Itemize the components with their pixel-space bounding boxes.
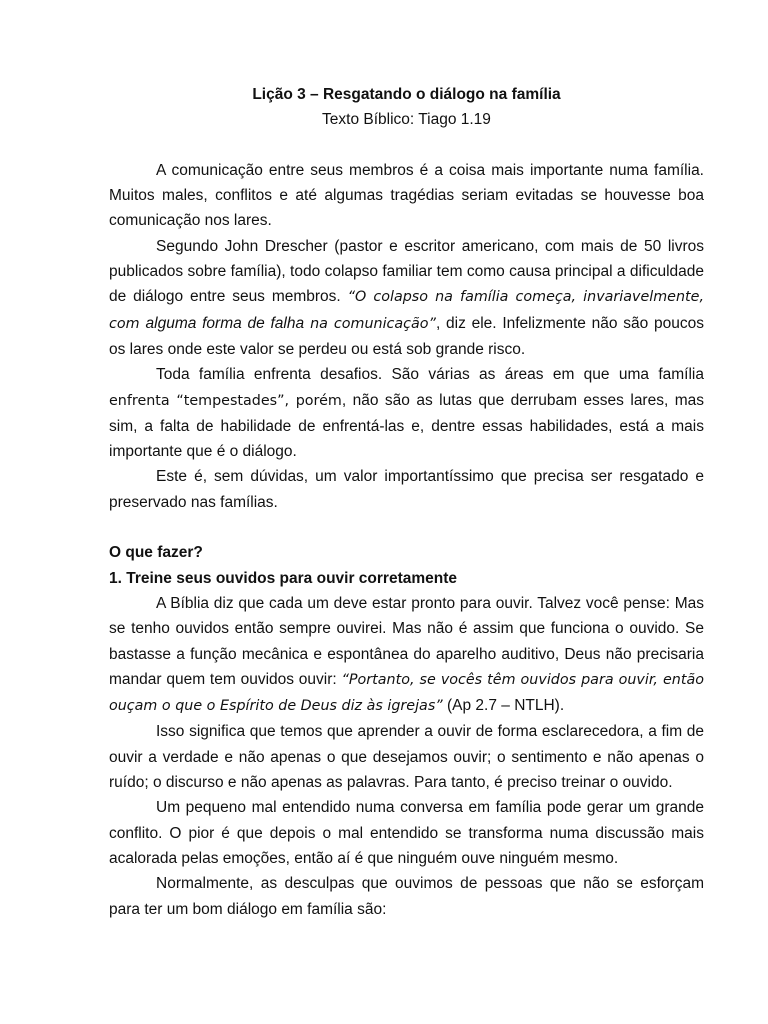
- lesson-title: Lição 3 – Resgatando o diálogo na família: [252, 86, 561, 103]
- drescher-quote-part-1: “O colapso na família começa, invariavelmente, com: [109, 289, 704, 332]
- paragraph-drescher-tail: , diz ele. Infelizmente não são poucos os lares onde este valor se perdeu ou está sob grande risco.: [109, 314, 704, 358]
- paragraph-excuses: Normalmente, as desculpas que ouvimos de pessoas que não se esforçam para ter um bom diálogo em família são:: [109, 875, 704, 918]
- paragraph-value: Este é, sem dúvidas, um valor importantíssimo que precisa ser resgatado e preservado nas famílias.: [109, 468, 704, 511]
- paragraph-listen: [109, 591, 704, 719]
- paragraph-challenges-tail: , não são as lutas que derrubam esses lares, mas sim, a falta de habilidade de enfrentá-las e, dentre essas habilidades, está a mais importante que é o diálogo.: [109, 391, 704, 461]
- revelation-quote: “Portanto, se vocês têm ouvidos para ouvir, então ouçam o que o Espírito de Deus diz às igrejas”: [109, 671, 704, 715]
- spacer: [109, 133, 704, 158]
- paragraph-drescher: [109, 234, 704, 362]
- paragraph-meaning: Isso significa que temos que aprender a ouvir de forma esclarecedora, a fim de ouvir a verdade e não apenas o que desejamos ouvir; o sentimento e não apenas o ruído; o discurso e não apenas as palavras. Para tanto, é preciso treinar o ouvido.: [109, 723, 704, 792]
- drescher-quote-part-2: alguma forma de falha: [145, 314, 305, 332]
- paragraph-drescher-text: Segundo John Drescher (pastor e escritor americano, com mais de 50 livros publicados sobre família), todo colapso familiar tem como causa principal a dificuldade de diálogo entre seus membros.: [109, 237, 704, 306]
- paragraph-misunderstanding: Um pequeno mal entendido numa conversa em família pode gerar um grande conflito. O pior é que depois o mal entendido se transforma numa discussão mais acalorada pelas emoções, então aí é que ninguém ouve ninguém mesmo.: [109, 799, 704, 867]
- section-heading: O que fazer?: [109, 544, 203, 562]
- document-body: [109, 82, 704, 922]
- paragraph-intro: A comunicação entre seus membros é a coisa mais importante numa família. Muitos males, conflitos e até algumas tragédias seriam evitadas se houvesse boa comunicação nos lares.: [109, 161, 704, 230]
- bible-text-reference: Texto Bíblico: Tiago 1.19: [322, 111, 491, 129]
- paragraph-listen-tail: (Ap 2.7 – NTLH).: [442, 697, 565, 715]
- section-subheading: 1. Treine seus ouvidos para ouvir corretamente: [109, 569, 458, 587]
- spacer: [109, 515, 704, 540]
- paragraph-challenges-text: Toda família enfrenta desafios. São várias as áreas em que uma família: [156, 366, 704, 384]
- paragraph-challenges: [109, 362, 704, 464]
- storms-phrase: enfrenta “tempestades”, porém: [109, 392, 342, 409]
- paragraph-listen-text: A Bíblia diz que cada um deve estar pronto para ouvir. Talvez você pense: Mas se tenho ouvidos então sempre ouvirei. Mas não é assim que funciona o ouvido. Se bastasse a função mecânica e espontânea do aparelho auditivo, Deus não precisaria mandar quem tem ouvidos ouvir:: [109, 594, 704, 688]
- drescher-quote-part-3: na comunicação”: [304, 315, 436, 332]
